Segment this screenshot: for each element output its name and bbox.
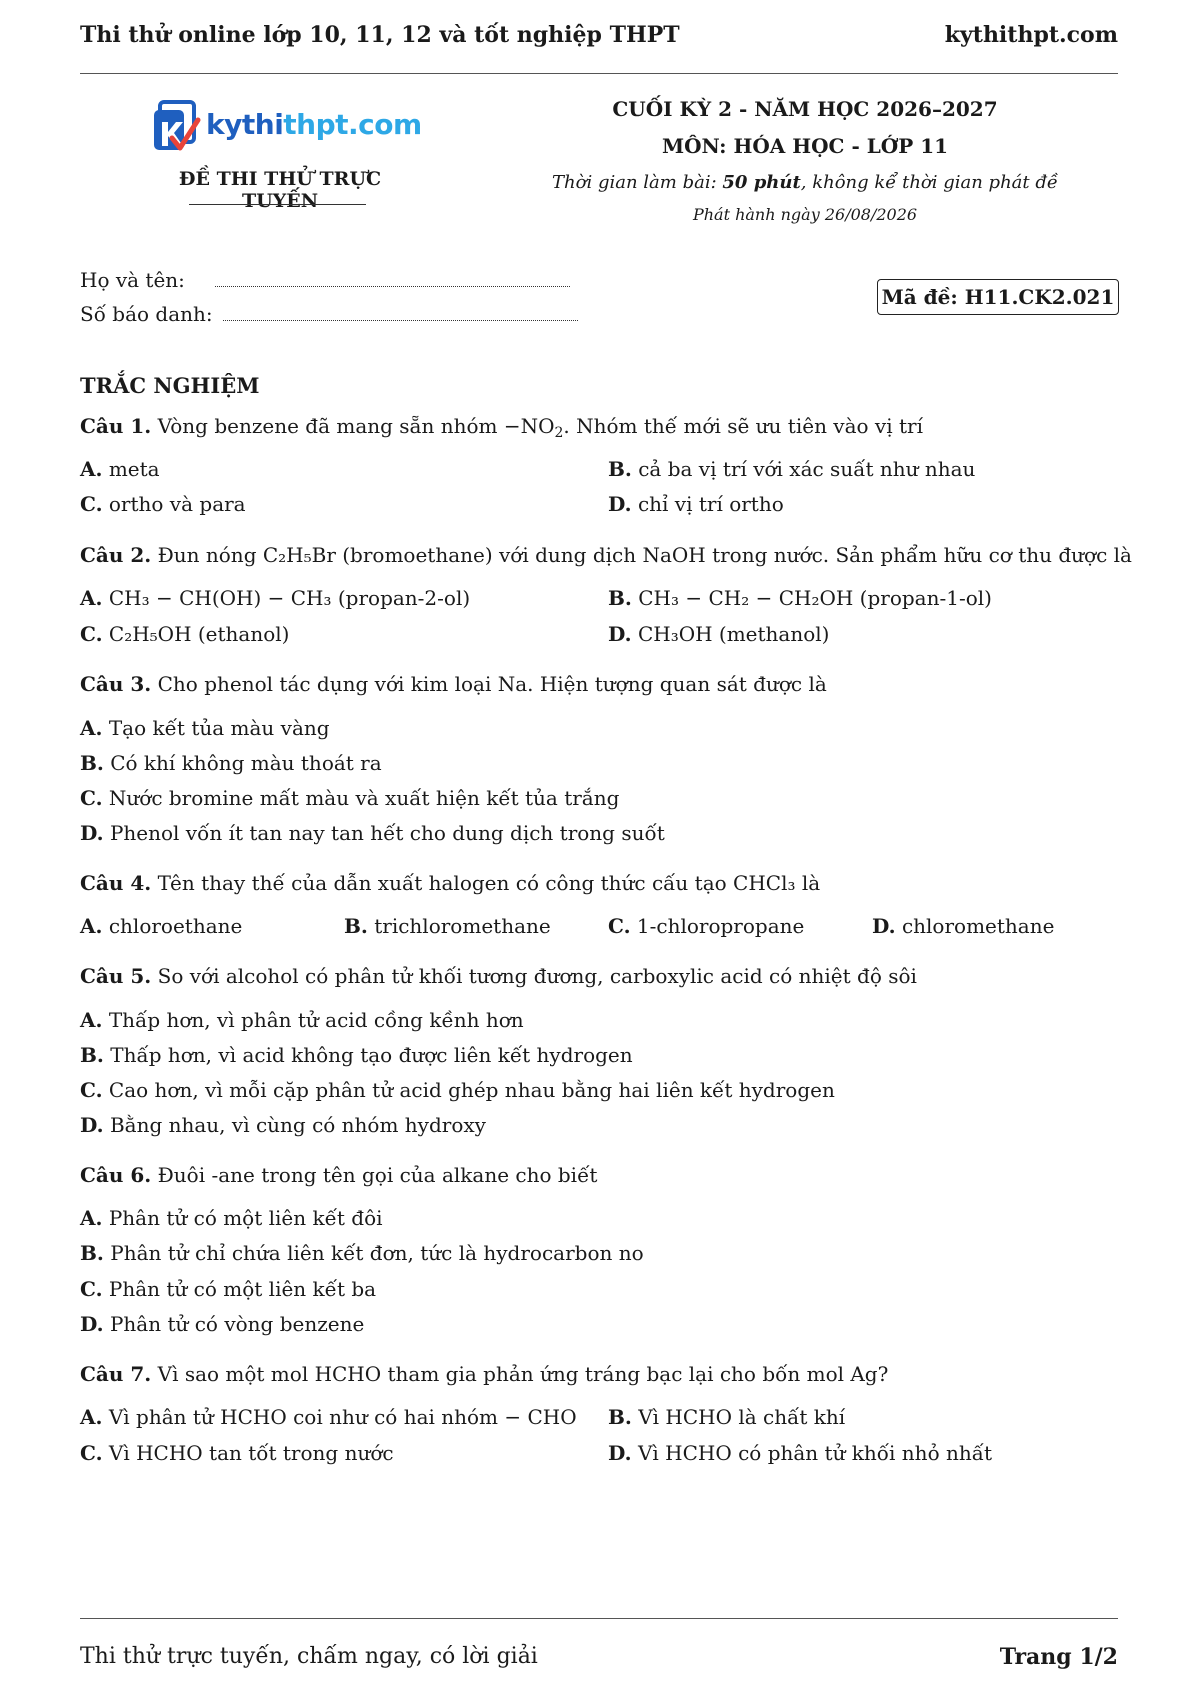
question-label: Câu 5. [80, 964, 152, 988]
exam-term: CUỐI KỲ 2 - NĂM HỌC 2026–2027 [612, 97, 998, 121]
q5-option-c[interactable]: C. Cao hơn, vì mỗi cặp phân tử acid ghép nhau bằng hai liên kết hydrogen [80, 1078, 835, 1102]
q3-option-c[interactable]: C. Nước bromine mất màu và xuất hiện kết tủa trắng [80, 786, 620, 810]
question-2 [80, 543, 1132, 567]
logo-part-2: thpt.com [283, 108, 422, 141]
q1-option-c[interactable]: C. ortho và para [80, 492, 246, 516]
question-label: Câu 6. [80, 1163, 152, 1187]
q3-option-b[interactable]: B. Có khí không màu thoát ra [80, 751, 382, 775]
question-text: Đuôi -ane trong tên gọi của alkane cho biết [151, 1163, 598, 1187]
question-6 [80, 1163, 597, 1187]
question-label: Câu 1. [80, 414, 152, 438]
q5-option-b[interactable]: B. Thấp hơn, vì acid không tạo được liên kết hydrogen [80, 1043, 633, 1067]
q3-option-a[interactable]: A. Tạo kết tủa màu vàng [80, 716, 330, 740]
logo-icon [150, 100, 202, 156]
q3-option-d[interactable]: D. Phenol vốn ít tan nay tan hết cho dung dịch trong suốt [80, 821, 665, 845]
q2-option-c[interactable]: C. C₂H₅OH (ethanol) [80, 622, 290, 646]
q5-option-a[interactable]: A. Thấp hơn, vì phân tử acid cồng kềnh hơn [80, 1008, 524, 1032]
header-site: kythithpt.com [944, 22, 1118, 48]
q7-option-a[interactable]: A. Vì phân tử HCHO coi như có hai nhóm − CHO [80, 1405, 577, 1429]
q4-option-c[interactable]: C. 1-chloropropane [608, 914, 805, 938]
question-text: Vì sao một mol HCHO tham gia phản ứng tráng bạc lại cho bốn mol Ag? [151, 1362, 889, 1386]
question-text: Cho phenol tác dụng với kim loại Na. Hiện tượng quan sát được là [151, 672, 827, 696]
question-label: Câu 4. [80, 871, 152, 895]
logo-wordmark [206, 108, 422, 141]
q6-option-b[interactable]: B. Phân tử chỉ chứa liên kết đơn, tức là hydrocarbon no [80, 1241, 644, 1265]
header-divider [80, 73, 1118, 74]
student-name-field[interactable] [215, 286, 570, 287]
q7-option-d[interactable]: D. Vì HCHO có phân tử khối nhỏ nhất [608, 1441, 993, 1465]
question-5 [80, 964, 917, 988]
header-tagline: Thi thử online lớp 10, 11, 12 và tốt nghiệp THPT [80, 22, 680, 48]
q4-option-d[interactable]: D. chloromethane [872, 914, 1055, 938]
question-label: Câu 2. [80, 543, 152, 567]
logo-part-1: kythi [206, 108, 284, 141]
question-label: Câu 3. [80, 672, 152, 696]
q7-option-b[interactable]: B. Vì HCHO là chất khí [608, 1405, 846, 1429]
q7-option-c[interactable]: C. Vì HCHO tan tốt trong nước [80, 1441, 394, 1465]
question-subscript: 2 [554, 425, 564, 441]
q1-option-b[interactable]: B. cả ba vị trí với xác suất như nhau [608, 457, 976, 481]
q2-option-b[interactable]: B. CH₃ − CH₂ − CH₂OH (propan-1-ol) [608, 586, 992, 610]
exam-subject: MÔN: HÓA HỌC - LỚP 11 [661, 134, 949, 158]
q6-option-a[interactable]: A. Phân tử có một liên kết đôi [80, 1206, 383, 1230]
question-text: Tên thay thế của dẫn xuất halogen có công thức cấu tạo CHCl₃ là [151, 871, 821, 895]
student-name-label: Họ và tên: [80, 268, 185, 292]
q6-option-c[interactable]: C. Phân tử có một liên kết ba [80, 1277, 377, 1301]
q5-option-d[interactable]: D. Bằng nhau, vì cùng có nhóm hydroxy [80, 1113, 486, 1137]
duration-suffix: , không kể thời gian phát đề [800, 172, 1058, 193]
subtitle-underline [189, 204, 366, 205]
footer-divider [80, 1618, 1118, 1619]
q4-option-a[interactable]: A. chloroethane [80, 914, 243, 938]
exam-issued-date: Phát hành ngày 26/08/2026 [692, 205, 918, 224]
student-id-label: Số báo danh: [80, 302, 213, 326]
question-3 [80, 672, 827, 696]
duration-value: 50 phút [722, 172, 801, 193]
student-id-field[interactable] [223, 320, 578, 321]
question-label: Câu 7. [80, 1362, 152, 1386]
student-name-row [80, 268, 570, 292]
question-4 [80, 871, 820, 895]
q4-option-b[interactable]: B. trichloromethane [344, 914, 551, 938]
exam-type-subtitle: ĐỀ THI THỬ TRỰC TUYẾN [178, 168, 382, 212]
question-text: Đun nóng C₂H₅Br (bromoethane) với dung dịch NaOH trong nước. Sản phẩm hữu cơ thu được là [151, 543, 1132, 567]
q2-option-d[interactable]: D. CH₃OH (methanol) [608, 622, 830, 646]
footer-tagline: Thi thử trực tuyến, chấm ngay, có lời giải [80, 1644, 538, 1669]
duration-prefix: Thời gian làm bài: [552, 172, 723, 193]
site-logo [150, 100, 422, 160]
exam-code-badge: Mã đề: H11.CK2.021 [877, 279, 1119, 315]
q1-option-d[interactable]: D. chỉ vị trí ortho [608, 492, 784, 516]
question-text: So với alcohol có phân tử khối tương đương, carboxylic acid có nhiệt độ sôi [151, 964, 917, 988]
question-7 [80, 1362, 888, 1386]
q6-option-d[interactable]: D. Phân tử có vòng benzene [80, 1312, 365, 1336]
question-1 [80, 414, 923, 441]
student-id-row [80, 302, 578, 326]
question-text: Vòng benzene đã mang sẵn nhóm −NO [151, 414, 555, 438]
section-title: TRẮC NGHIỆM [80, 373, 260, 398]
exam-duration [540, 172, 1070, 193]
q1-option-a[interactable]: A. meta [80, 457, 160, 481]
page-number: Trang 1/2 [999, 1644, 1118, 1670]
q2-option-a[interactable]: A. CH₃ − CH(OH) − CH₃ (propan-2-ol) [80, 586, 471, 610]
question-text-cont: . Nhóm thế mới sẽ ưu tiên vào vị trí [563, 414, 923, 438]
